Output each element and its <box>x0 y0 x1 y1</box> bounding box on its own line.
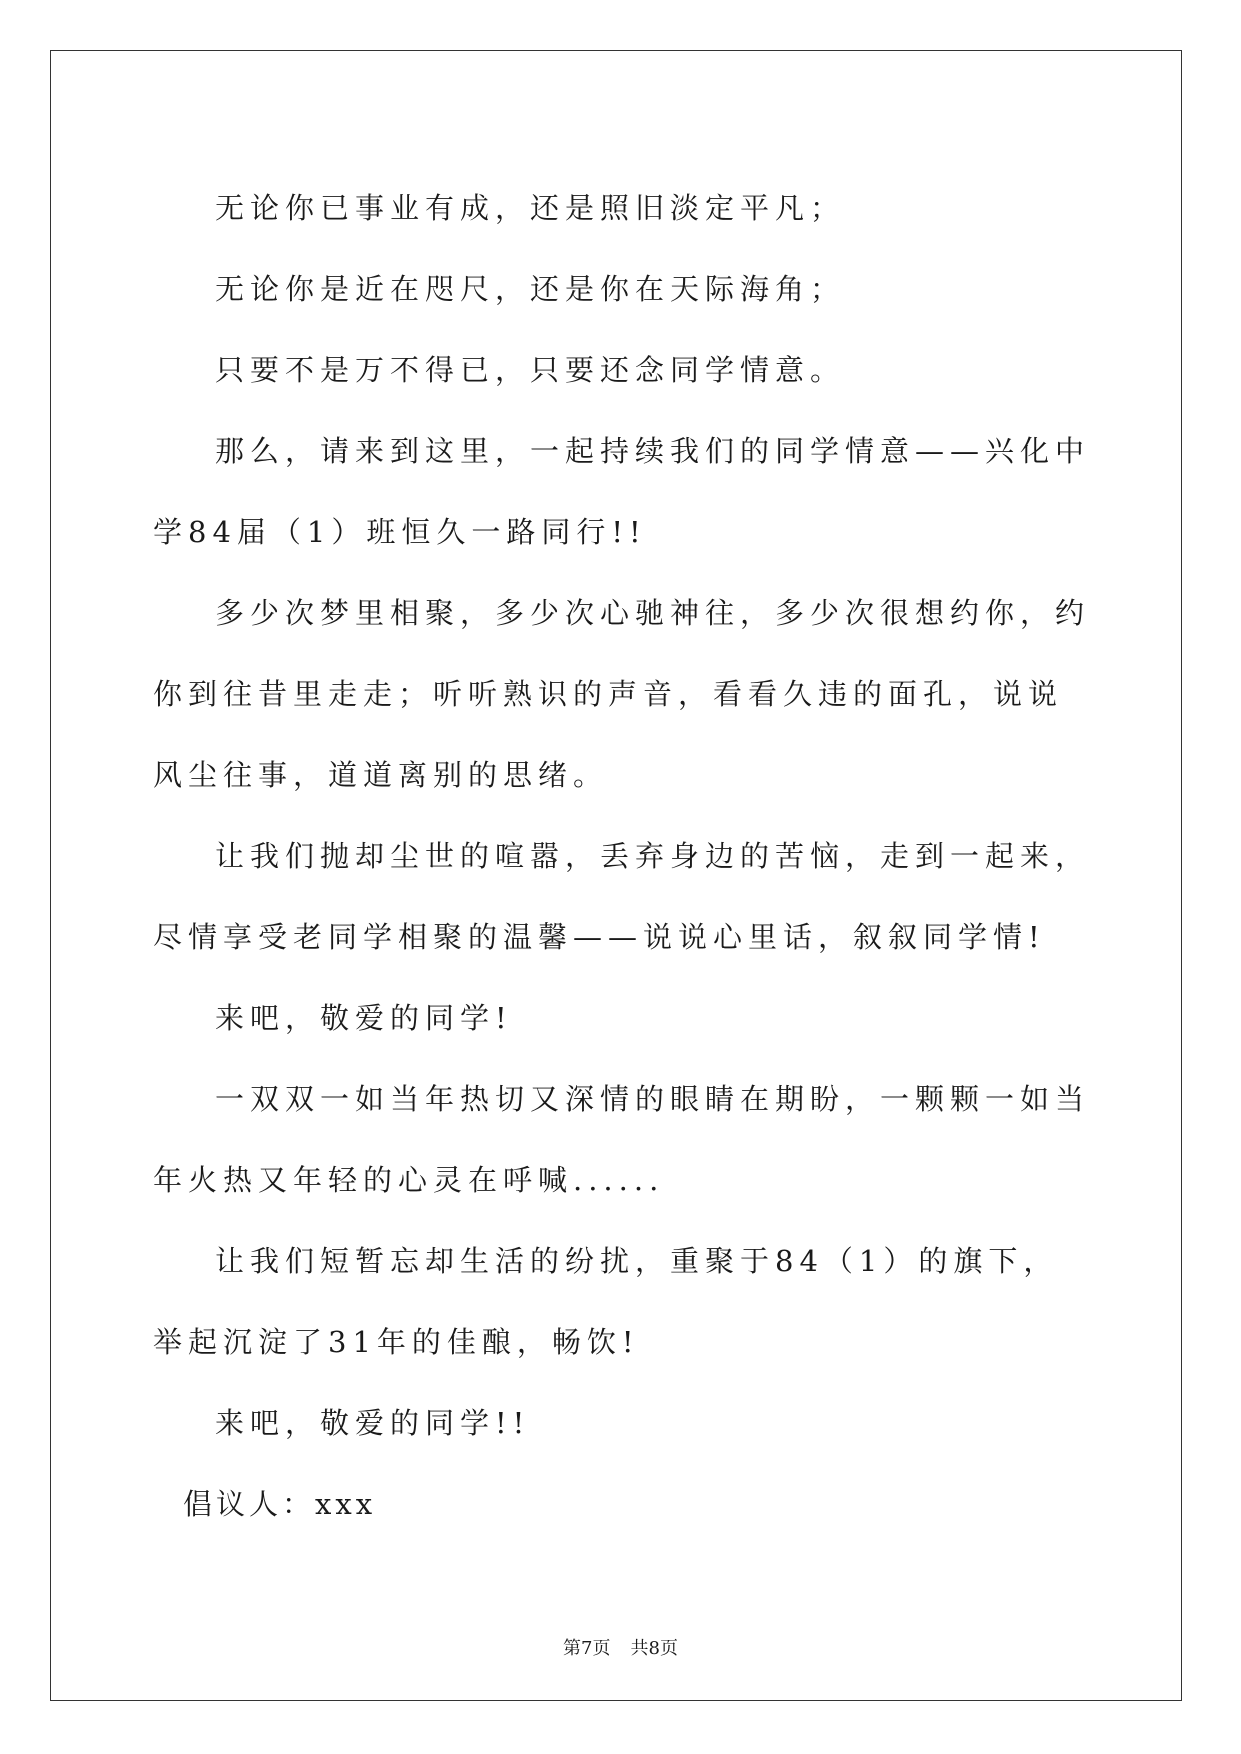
paragraph: 一双双一如当年热切又深情的眼睛在期盼，一颗颗一如当年火热又年轻的心灵在呼喊...... <box>153 1082 1091 1197</box>
page-number-current: 第7页 <box>563 1638 611 1659</box>
signature: 倡议人：xxx <box>183 1487 377 1521</box>
paragraph: 来吧，敬爱的同学!! <box>215 1406 531 1440</box>
page-number-total: 共8页 <box>630 1638 678 1659</box>
paragraph: 让我们短暂忘却生活的纷扰，重聚于84（1）的旗下，举起沉淀了31年的佳酿，畅饮! <box>153 1244 1059 1359</box>
paragraph: 无论你已事业有成，还是照旧淡定平凡； <box>215 191 846 225</box>
paragraph: 无论你是近在咫尺，还是你在天际海角； <box>215 272 846 306</box>
paragraph: 让我们抛却尘世的喧嚣，丢弃身边的苦恼，走到一起来，尽情享受老同学相聚的温馨——说说心里话，叙叙同学情! <box>153 839 1091 954</box>
document-body <box>153 168 1093 1545</box>
paragraph: 来吧，敬爱的同学! <box>215 1001 513 1035</box>
paragraph: 只要不是万不得已，只要还念同学情意。 <box>215 353 846 387</box>
page-footer <box>0 1634 1241 1660</box>
paragraph: 那么，请来到这里，一起持续我们的同学情意——兴化中学84届（1）班恒久一路同行!! <box>153 434 1091 549</box>
paragraph: 多少次梦里相聚，多少次心驰神往，多少次很想约你，约你到往昔里走走；听听熟识的声音，看看久违的面孔，说说风尘往事，道道离别的思绪。 <box>153 596 1091 792</box>
